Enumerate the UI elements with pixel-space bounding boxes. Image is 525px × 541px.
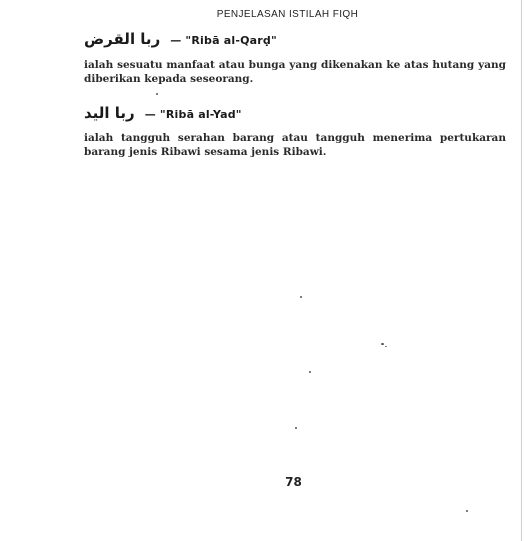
arabic-term: ربا اليد [84,104,135,122]
scan-speck [385,346,387,347]
page-edge-line [521,0,522,541]
scan-speck [381,343,384,345]
running-header: PENJELASAN ISTILAH FIQH [216,9,359,20]
scan-speck [156,93,158,95]
scan-speck [466,510,468,512]
scan-speck [309,371,311,373]
term-definition: ialah sesuatu manfaat atau bunga yang dikenakan ke atas hutang yang diberikan kepada seseorang. [84,59,506,85]
scan-speck [300,296,302,298]
term-heading-riba-al-yad [84,104,242,122]
transliterated-term: — "Ribā al-Yad" [144,108,242,121]
term-definition: ialah tangguh serahan barang atau tangguh menerima pertukaran barang jenis Ribawi sesama jenis Ribawi. [84,132,506,158]
scan-speck [295,427,297,429]
page-number: 78 [285,475,302,489]
term-heading-riba-al-qard [84,30,277,48]
arabic-term: ربا القرض [84,30,161,48]
transliterated-term: — "Ribā al-Qarḍ" [170,34,277,47]
